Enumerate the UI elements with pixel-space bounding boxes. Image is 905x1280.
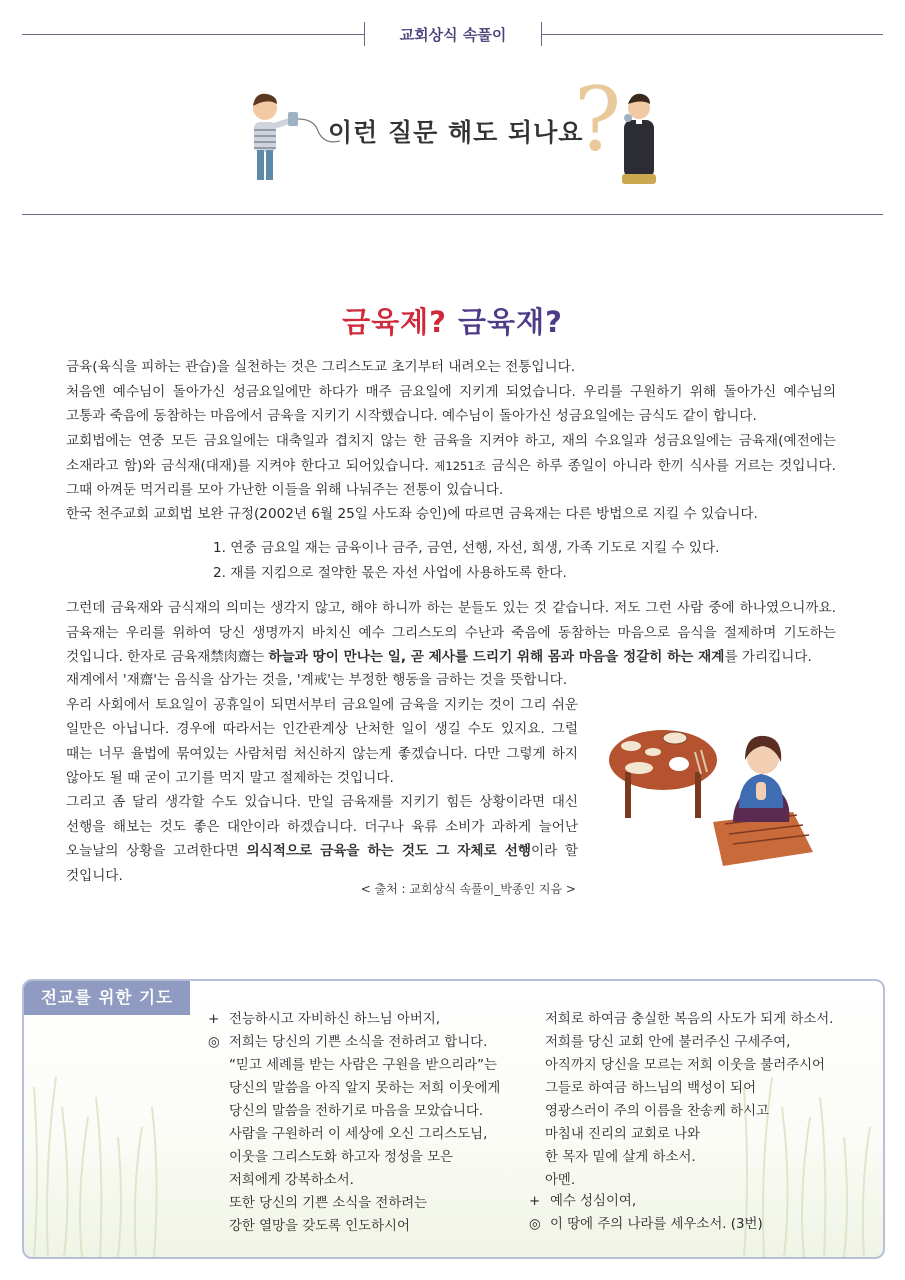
article-title [0, 300, 905, 341]
question-mark-decoration: ? [574, 68, 622, 171]
paragraph-2-text-2: 금식은 하루 종일이 아니라 한끼 식사를 거르는 것입니다. 그때 아껴둔 먹거리를 모아 가난한 이들을 위해 나눠주는 전통이 있습니다. [66, 457, 836, 498]
section-label: 교회상식 속풀이 [399, 26, 507, 44]
boy-illustration [244, 86, 340, 186]
double-circle-icon: ◎ [208, 1035, 220, 1050]
prayer-line: 저희를 당신 교회 안에 불러주신 구세주여, [545, 1035, 791, 1050]
prayer-line [208, 1215, 500, 1238]
paragraph-2-text: 교회법에는 연중 모든 금요일에는 대축일과 겹치지 않는 한 금육을 지켜야 하고, 재의 수요일과 성금요일에는 금육재(예전에는 소재라고 함)와 금식재(대재)를 지켜야 한다고 되어있습니다. [66, 433, 836, 474]
prayer-line: 영광스러이 주의 이름을 찬송케 하시고 [545, 1104, 769, 1119]
article-title-part1: 금육제? [342, 305, 447, 339]
cross-icon: + [529, 1194, 541, 1209]
prayer-line [208, 1077, 500, 1100]
prayer-line: 아멘. [545, 1173, 576, 1188]
prayer-line-text: 당신의 말씀을 아직 알지 못하는 저희 이웃에게 [229, 1081, 501, 1096]
prayer-line-text: 예수 성심이여, [550, 1194, 637, 1209]
prayer-line [208, 1123, 500, 1146]
rule-list-item: 2. 재를 지킴으로 절약한 몫은 자선 사업에 사용하도록 한다. [213, 564, 567, 581]
paragraph-1-line-1: 금육(육식을 피하는 관습)을 실천하는 것은 그리스도교 초기부터 내려오는 전통입니다. [66, 359, 576, 375]
banner-title: 이런 질문 해도 되나요 [328, 118, 584, 147]
rule-list-item: 1. 연중 금요일 재는 금육이나 금주, 금연, 선행, 자선, 희생, 가족 기도로 지킬 수 있다. [213, 540, 720, 556]
prayer-line-text: 저희는 당신의 기쁜 소식을 전하려고 합니다. [229, 1035, 488, 1050]
prayer-line-text: 이웃을 그리스도화 하고자 정성을 모은 [229, 1150, 453, 1165]
paragraph-3: 한국 천주교회 교회법 보완 규정(2002년 6월 25일 사도좌 승인)에 따르면 금육재는 다른 방법으로 지킬 수 있습니다. [66, 506, 758, 522]
rule-list [213, 536, 719, 585]
paragraph-6-text-2: 이라 할 것입니다. [66, 843, 578, 884]
prayer-line: 그들로 하여금 하느님의 백성이 되어 [545, 1081, 757, 1096]
prayer-line-text: 또한 당신의 기쁜 소식을 전하려는 [229, 1196, 428, 1211]
prayer-line [208, 1169, 500, 1192]
prayer-line-text: “믿고 세례를 받는 사람은 구원을 받으리라”는 [229, 1058, 497, 1073]
priest-illustration [614, 88, 664, 188]
prayer-ending [529, 1190, 763, 1236]
paragraph-4 [66, 596, 836, 670]
prayer-right-column [545, 1008, 834, 1192]
paragraph-1-line-2: 처음엔 예수님이 돌아가신 성금요일에만 하다가 매주 금요일에 지키게 되었습니다. 우리를 구원하기 위해 돌아가신 예수님의 고통과 죽음에 동참하는 마음에서 금육을 지키기 시작했습니다. 예수님이 돌아가신 성금요일에는 금식도 같이 합니다. [66, 383, 836, 424]
paragraph-5-line-2: 우리 사회에서 토요일이 공휴일이 되면서부터 금요일에 금육을 지키는 것이 그리 쉬운 일만은 아닙니다. 경우에 따라서는 인간관계상 난처한 일이 생길 수도 있지요. 그럴 때는 너무 율법에 묶여있는 사람처럼 처신하지 않는게 좋겠습니다. 다만 그렇게 하지 않아도 될 때 굳이 고기를 먹지 말고 절제하는 것입니다. [66, 696, 578, 786]
prayer-line: 한 목자 밑에 살게 하소서. [545, 1150, 696, 1165]
paragraph-4-text-2: 를 가리킵니다. [724, 649, 812, 665]
paragraph-6-bold: 의식적으로 금육을 하는 것도 그 자체로 선행 [246, 843, 531, 859]
canon-reference: 제1251조 [434, 458, 486, 473]
prayer-ending-line [529, 1213, 763, 1236]
prayer-line-text: 강한 열망을 갖도록 인도하시어 [229, 1219, 410, 1234]
prayer-line-text: 저희에게 강복하소서. [229, 1173, 354, 1188]
prayer-line-text: 이 땅에 주의 나라를 세우소서. (3번) [550, 1217, 763, 1232]
banner-bottom-rule [22, 214, 883, 215]
paragraph-4-text: 그런데 금육재와 금식재의 의미는 생각지 않고, 해야 하니까 하는 분들도 있는 것 같습니다. 저도 그런 사람 중에 하나였으니까요. 금육재는 우리를 위하여 당신 생명까지 바치신 예수 그리스도의 수난과 죽음에 동참하는 마음으로 음식을 절제하며 기도하는 것입니다. 한자로 금육재禁肉齋는 [66, 600, 836, 665]
header-tick-left [364, 22, 365, 46]
header-rule-left [22, 34, 364, 35]
cross-icon: + [208, 1012, 220, 1027]
prayer-line-text: 당신의 말씀을 전하기로 마음을 모았습니다. [229, 1104, 484, 1119]
prayer-line [208, 1008, 500, 1031]
paragraph-1 [66, 355, 836, 429]
paragraph-5-line-1: 재계에서 '재齋'는 음식을 삼가는 것을, '계戒'는 부정한 행동을 금하는 것을 뜻합니다. [66, 672, 568, 688]
prayer-line: 마침내 진리의 교회로 나와 [545, 1127, 701, 1142]
prayer-line-text: 전능하시고 자비하신 하느님 아버지, [229, 1012, 441, 1027]
prayer-line [208, 1031, 500, 1054]
prayer-tag: 전교를 위한 기도 [24, 981, 190, 1015]
paragraph-4-bold: 하늘과 땅이 만나는 일, 곧 제사를 드리기 위해 몸과 마음을 정갈히 하는 재계 [268, 649, 725, 665]
prayer-line: 아직까지 당신을 모르는 저희 이웃을 불러주시어 [545, 1058, 825, 1073]
header-rule-right [541, 34, 883, 35]
article-title-part2: 금육재? [458, 305, 563, 339]
prayer-line: 저희로 하여금 충실한 복음의 사도가 되게 하소서. [545, 1012, 834, 1027]
source-credit: < 출처 : 교회상식 속풀이_박종인 지음 > [360, 882, 576, 896]
prayer-line [208, 1100, 500, 1123]
paragraph-5 [66, 668, 578, 791]
paragraph-2 [66, 429, 836, 503]
paragraph-6-text: 그리고 좀 달리 생각할 수도 있습니다. 만일 금육재를 지키기 힘든 상황이라면 대신 선행을 해보는 것도 좋은 대안이라 하겠습니다. 더구나 육류 소비가 과하게 늘어난 오늘날의 상황을 고려한다면 [66, 794, 578, 859]
praying-girl-illustration [605, 712, 825, 872]
prayer-line [208, 1054, 500, 1077]
prayer-ending-line [529, 1190, 763, 1213]
prayer-line-text: 사람을 구원하러 이 세상에 오신 그리스도님, [229, 1127, 488, 1142]
prayer-line [208, 1192, 500, 1215]
double-circle-icon: ◎ [529, 1217, 541, 1232]
prayer-line [208, 1146, 500, 1169]
paragraph-6 [66, 790, 578, 888]
prayer-left-column [208, 1008, 500, 1238]
